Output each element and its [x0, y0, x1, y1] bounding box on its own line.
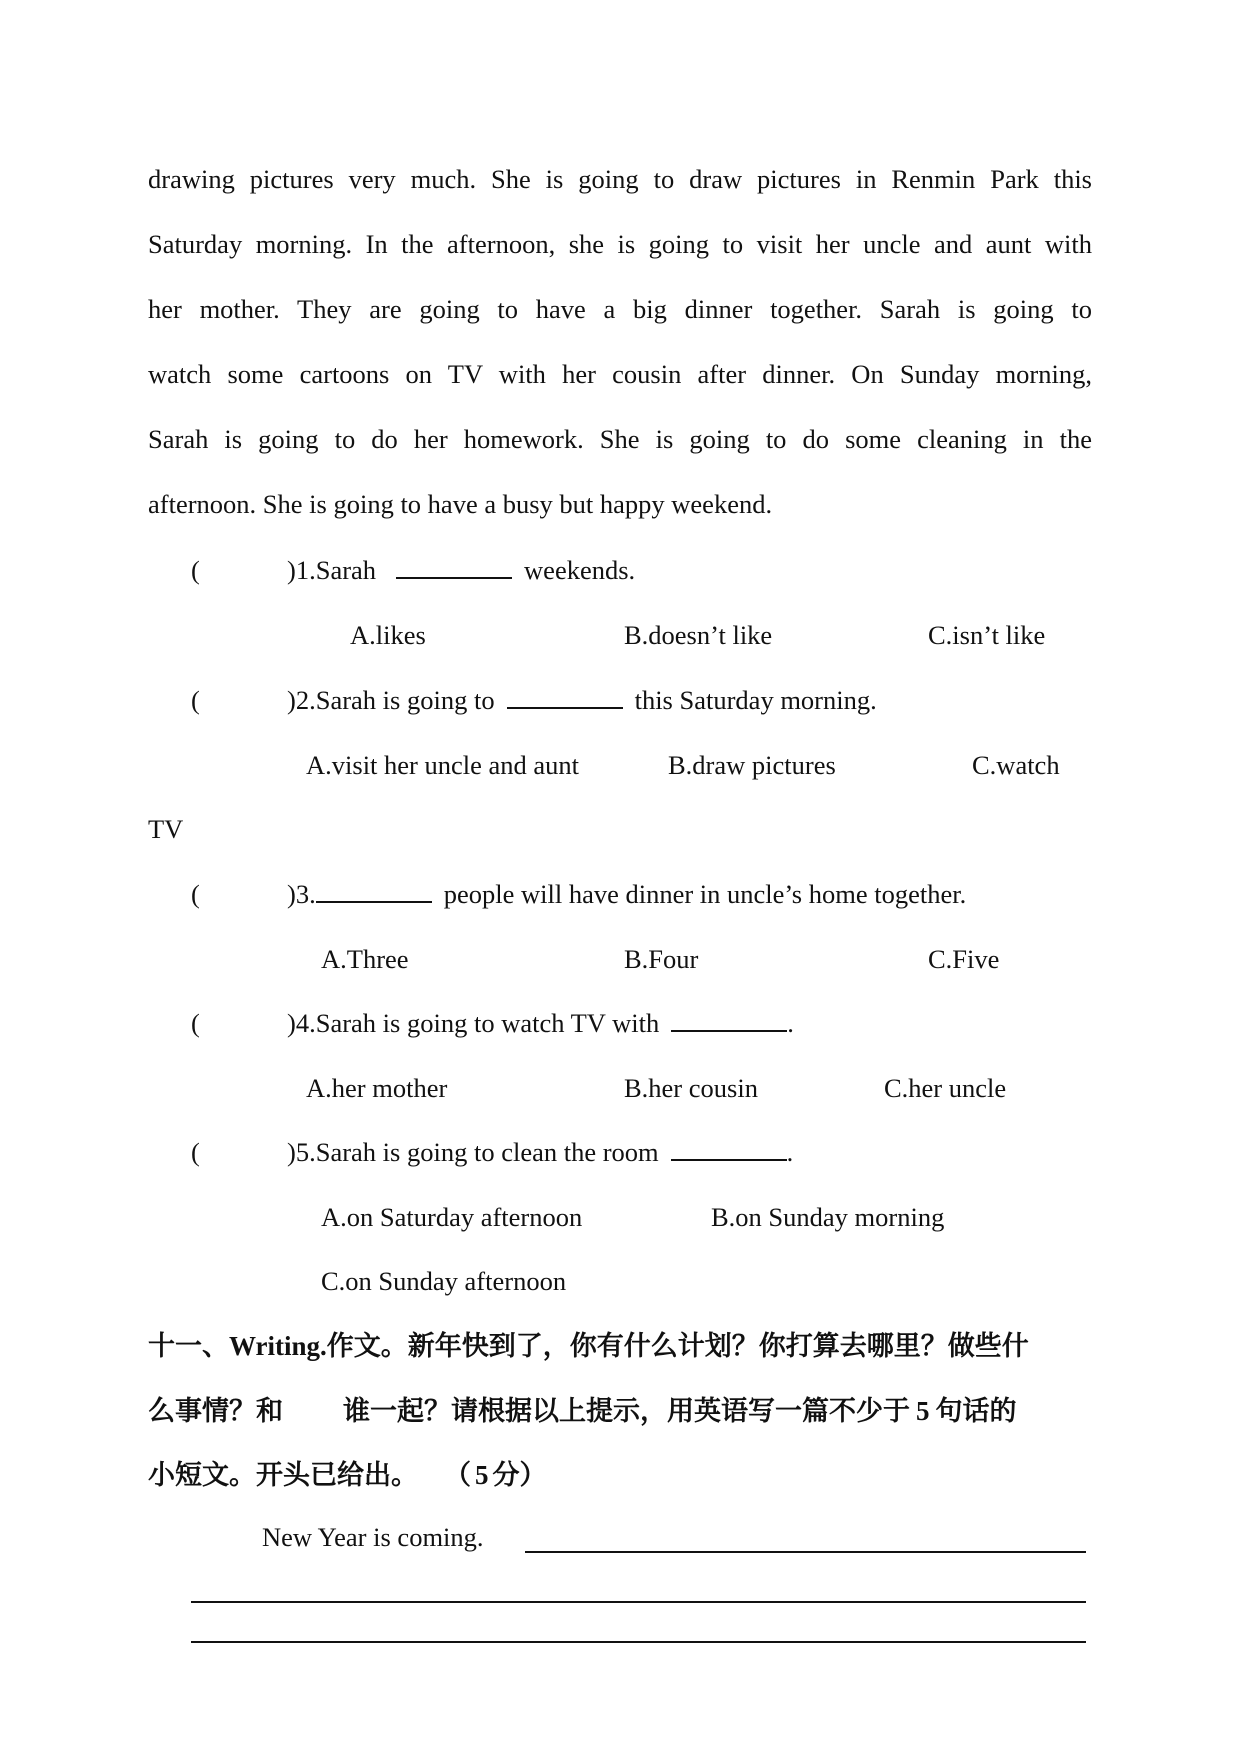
question-number: )4.	[287, 1008, 316, 1038]
option-c[interactable]: C.Five	[928, 944, 1000, 974]
prompt-text: 句话的	[935, 1396, 1017, 1427]
passage-line: her mother. They are going to have a big dinner together. Sarah is going to	[148, 294, 1092, 324]
option-b[interactable]: B.her cousin	[624, 1073, 758, 1103]
question-stem	[287, 683, 877, 717]
score-value: 5	[475, 1460, 489, 1490]
answer-line[interactable]	[191, 1601, 1086, 1603]
prompt-text: 谁一起？请根据以上提示，用英语写一篇不少于	[343, 1396, 910, 1427]
fill-blank[interactable]	[671, 1008, 787, 1032]
composition-starter: New Year is coming.	[262, 1522, 484, 1552]
fill-blank[interactable]	[507, 685, 623, 709]
passage-line: Saturday morning. In the afternoon, she is going to visit her uncle and aunt with	[148, 229, 1092, 259]
stem-text-before: Sarah is going to watch TV with	[315, 1008, 660, 1038]
section-title-english: Writing.	[229, 1331, 327, 1361]
writing-prompt-line-1	[148, 1328, 1029, 1365]
stem-text-after: .	[786, 1137, 794, 1167]
option-a[interactable]: A.her mother	[306, 1073, 448, 1103]
option-b[interactable]: B.on Sunday morning	[711, 1202, 945, 1232]
stem-text-after: weekends.	[524, 555, 636, 585]
option-a[interactable]: A.on Saturday afternoon	[321, 1202, 583, 1232]
answer-paren[interactable]: (	[191, 555, 200, 585]
stem-text-after: this Saturday morning.	[634, 685, 877, 715]
prompt-text: 作文。新年快到了，你有什么计划？你打算去哪里？做些什	[326, 1331, 1029, 1362]
question-number: )2.	[287, 685, 316, 715]
option-a[interactable]: A.Three	[321, 944, 409, 974]
stem-text-before: Sarah	[315, 555, 377, 585]
writing-prompt-line-2	[148, 1393, 1017, 1430]
question-number: )3.	[287, 879, 316, 909]
score-open: （	[444, 1460, 471, 1491]
question-number: )1.	[287, 555, 316, 585]
option-c-overflow: TV	[148, 814, 184, 844]
passage-line: watch some cartoons on TV with her cousin after dinner. On Sunday morning,	[148, 359, 1092, 389]
prompt-text: 么事情？和	[148, 1396, 283, 1427]
passage-line: afternoon. She is going to have a busy but happy weekend.	[148, 489, 773, 519]
passage-line: Sarah is going to do her homework. She is going to do some cleaning in the	[148, 424, 1092, 454]
stem-text-after: .	[787, 1008, 794, 1038]
stem-text-after: people will have dinner in uncle’s home together.	[443, 879, 967, 909]
option-b[interactable]: B.Four	[624, 944, 699, 974]
option-c[interactable]: C.her uncle	[884, 1073, 1007, 1103]
option-b[interactable]: B.draw pictures	[668, 750, 836, 780]
question-stem	[287, 877, 966, 911]
sentence-count: 5	[916, 1396, 930, 1426]
option-c[interactable]: C.watch	[972, 750, 1060, 780]
section-number: 十一、	[148, 1331, 229, 1362]
fill-blank[interactable]	[671, 1137, 787, 1161]
answer-paren[interactable]: (	[191, 879, 200, 909]
answer-line[interactable]	[191, 1641, 1086, 1643]
fill-blank[interactable]	[316, 879, 432, 903]
question-stem	[287, 1006, 794, 1040]
prompt-text: 小短文。开头已给出。	[148, 1460, 418, 1491]
option-a[interactable]: A.visit her uncle and aunt	[306, 750, 580, 780]
answer-paren[interactable]: (	[191, 685, 200, 715]
option-c[interactable]: C.on Sunday afternoon	[321, 1266, 567, 1296]
writing-prompt-line-3	[148, 1457, 547, 1494]
question-stem	[287, 553, 635, 587]
stem-text-before: Sarah is going to	[315, 685, 495, 715]
question-number: )5.	[287, 1137, 316, 1167]
passage-line: drawing pictures very much. She is going to draw pictures in Renmin Park this	[148, 164, 1092, 194]
score-close: 分）	[492, 1460, 547, 1491]
question-stem	[287, 1135, 793, 1169]
option-c[interactable]: C.isn’t like	[928, 620, 1046, 650]
stem-text-before: Sarah is going to clean the room	[315, 1137, 659, 1167]
answer-paren[interactable]: (	[191, 1137, 200, 1167]
answer-line[interactable]	[525, 1551, 1086, 1553]
option-b[interactable]: B.doesn’t like	[624, 620, 773, 650]
fill-blank[interactable]	[396, 555, 512, 579]
answer-paren[interactable]: (	[191, 1008, 200, 1038]
reading-passage	[148, 158, 1092, 548]
option-a[interactable]: A.likes	[350, 620, 426, 650]
